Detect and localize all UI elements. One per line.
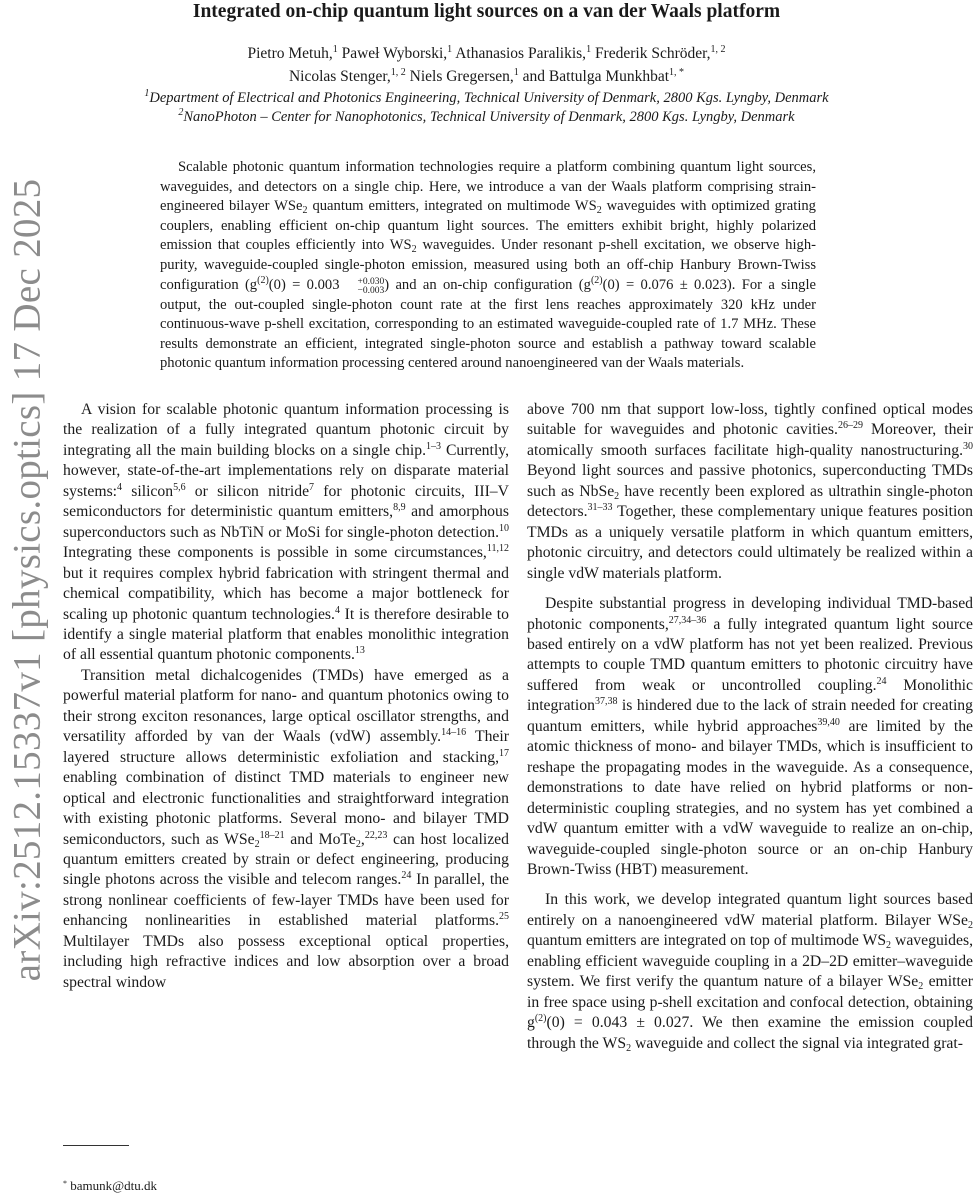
author: Frederik Schröder,$^{1, 2}$ bbox=[594, 44, 726, 62]
paragraph: above 700 nm that support low-loss, tightly confined optical modes suitable for waveguides and photonic cavities.$^{26-29}$ Moreover, their atomically smooth surfaces facilitate high-quality nanostructuring.$^{30}$ Beyond light sources and passive photonics, superconducting TMDs such as NbSe$_2$ have recently been explored as ultrathin single-photon detectors.$^{31-33}$ Together, these complementary unique features position TMDs as a uniquely versatile platform in which quantum emitters, photonic circuitry, and detectors could ultimately be realized within a single vdW materials platform. bbox=[527, 401, 973, 582]
arxiv-identifier-stamp bbox=[2, 170, 52, 990]
paragraph: In this work, we develop integrated quantum light sources based entirely on a nanoengineered vdW material platform. Bilayer WSe$_2$ quantum emitters are integrated on top of multimode $WS_2$ waveguides, enabling efficient waveguide coupling in a 2D–2D emitter–waveguide system. We first verify the quantum nature of a bilayer WSe$_2$ emitter in free space using p-shell excitation and confocal detection, obtaining $g^{(2)}(0) = 0.043 \pm 0.027$. We then examine the emission coupled through the $WS_2$ waveguide and collect the signal via integrated grat- bbox=[527, 891, 973, 1054]
paragraph: Despite substantial progress in developing individual TMD-based photonic components,$^{27,34-36}$ a fully integrated quantum light source based entirely on a vdW platform has not yet been realized. Previous attempts to couple TMD quantum emitters to photonic circuitry have suffered from weak or uncontrolled coupling.$^{24}$ Monolithic integration$^{37,38}$ is hindered due to the lack of strain needed for creating quantum emitters, while hybrid approaches$^{39,40}$ are limited by the atomic thickness of mono- and bilayer TMDs, which is insufficient to reshape the propagating modes in the waveguide. As a consequence, demonstrations to date have relied on hybrid platforms or non-deterministic coupling strategies, and no system has yet combined a vdW quantum emitter with a vdW waveguide to realize an on-chip, waveguide-coupled single-photon source or an on-chip Hanbury Brown-Twiss (HBT) measurement. bbox=[527, 595, 973, 878]
corresponding-email: bamunk@dtu.dk bbox=[70, 1178, 157, 1193]
affiliation: $^2$NanoPhoton – Center for Nanophotonics, Technical University of Denmark, 2800 Kgs. Lyngby, Denmark bbox=[178, 107, 795, 125]
paragraph: A vision for scalable photonic quantum information processing is the realization of a fully integrated quantum photonic circuit by integrating all the main building blocks on a single chip.$^{1-3}$ Currently, however, state-of-the-art implementations rely on disparate material systems:$^4$ silicon$^{5,6}$ or silicon nitride$^7$ for photonic circuits, III–V semiconductors for deterministic quantum emitters,$^{8,9}$ and amorphous superconductors such as NbTiN or MoSi for single-photon detection.$^{10}$ Integrating these components is possible in some circumstances,$^{11,12}$ but it requires complex hybrid fabrication with stringent thermal and chemical compatibility, which has become a major bottleneck for scaling up photonic quantum technologies.$^4$ It is therefore desirable to identify a single material platform that enables monolithic integration of all essential quantum photonic components.$^{13}$ bbox=[63, 401, 509, 664]
author: Athanasios Paralikis,$^1$ bbox=[455, 44, 592, 62]
paragraph: Transition metal dichalcogenides (TMDs) have emerged as a powerful material platform for nano- and quantum photonics owing to their strong exciton resonances, large optical oscillator strengths, and versatility afforded by van der Waals (vdW) assembly.$^{14-16}$ Their layered structure allows deterministic exfoliation and stacking,$^{17}$ enabling combination of distinct TMD materials to engineer new optical and electronic functionalities and straightforward integration with existing photonic platforms. Several mono- and bilayer TMD semiconductors, such as WSe$_2^{18-21}$ and MoTe$_2$,$^{22,23}$ can host localized quantum emitters created by strain or defect engineering, producing single photons across the visible and telecom ranges.$^{24}$ In parallel, the strong nonlinear coefficients of few-layer TMDs have been used for enhancing nonlinearities in established material platforms.$^{25}$ Multilayer TMDs also possess exceptional optical properties, including high refractive indices and low absorption over a broad spectral window bbox=[63, 666, 509, 991]
author-list bbox=[0, 42, 973, 88]
author: Pietro Metuh,$^1$ bbox=[247, 44, 338, 62]
abstract: Scalable photonic quantum information technologies require a platform combining quantum light sources, waveguides, and detectors on a single chip. Here, we introduce a van der Waals platform comprising strain-engineered bilayer WSe$_2$ quantum emitters, integrated on multimode $WS_2$ waveguides with optimized grating couplers, enabling efficient on-chip quantum light sources. The emitters exhibit bright, highly polarized emission that couples efficiently into $WS_2$ waveguides. Under resonant p-shell excitation, we observe high-purity, waveguide-coupled single-photon emission, measured using both an off-chip Hanbury Brown-Twiss configuration ($g^{(2)}(0) = 0.003$ +0.030 −0.003 ) and an on-chip configuration $(g^{(2)}(0) = 0.076 \pm 0.023)$. For a single output, the out-coupled single-photon count rate at the first lens reaches approximately 320 kHz under continuous-wave p-shell excitation, corresponding to an estimated waveguide-coupled rate of 1.7 MHz. These results demonstrate an efficient, integrated single-photon source and establish a pathway toward scalable photonic quantum information processing centered around nanoengineered van der Waals materials. bbox=[160, 159, 816, 372]
footnote-email: * bamunk@dtu.dk bbox=[63, 1178, 157, 1193]
body-column-right bbox=[527, 400, 973, 1054]
author: Paweł Wyborski,$^1$ bbox=[341, 44, 453, 62]
body-column-left bbox=[63, 400, 509, 993]
arxiv-stamp-text: arXiv:2512.15337v1 [physics.optics] 17 Dec 2025 bbox=[5, 178, 49, 982]
paper-title: Integrated on-chip quantum light sources on a van der Waals platform bbox=[192, 1, 781, 22]
footnote-rule bbox=[63, 1145, 129, 1146]
affiliation-list bbox=[0, 89, 973, 127]
author: Nicolas Stenger,$^{1, 2}$ bbox=[288, 67, 406, 85]
author: Niels Gregersen,$^1$ bbox=[409, 67, 519, 85]
affiliation: $^1$Department of Electrical and Photonics Engineering, Technical University of Denmark, 2800 Kgs. Lyngby, Denmark bbox=[144, 88, 829, 106]
author: and Battulga Munkhbat$^{1, *}$ bbox=[522, 67, 685, 85]
